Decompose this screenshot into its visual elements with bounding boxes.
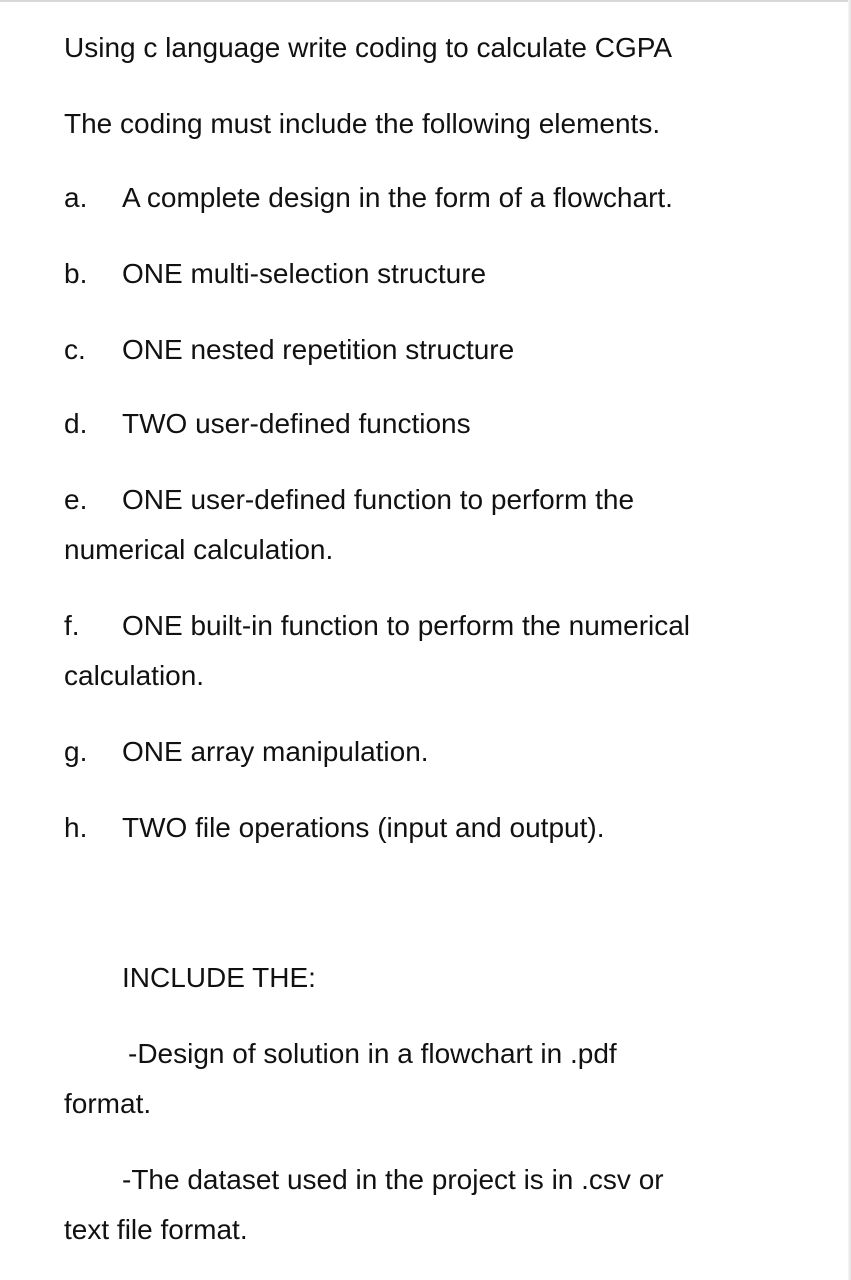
document-title: Using c language write coding to calculate CGPA [64,32,673,63]
item-continuation: calculation. [64,660,205,691]
item-marker: d. [64,408,88,439]
item-marker: f. [64,610,80,641]
include-heading: INCLUDE THE: [122,962,316,993]
item-marker: c. [64,334,86,365]
item-text: A complete design in the form of a flowchart. [122,182,673,213]
page-top-edge [0,0,851,2]
include-entry-text: -The dataset used in the project is in .csv or [122,1164,664,1195]
intro-text: The coding must include the following elements. [64,108,661,139]
item-text: ONE multi-selection structure [122,258,487,289]
item-text: TWO file operations (input and output). [122,812,605,843]
item-marker: h. [64,812,88,843]
item-marker: g. [64,736,88,767]
include-entry-continuation: text file format. [64,1214,248,1245]
item-text: ONE user-defined function to perform the [122,484,635,515]
include-entry-text: -Design of solution in a flowchart in .pdf [128,1038,617,1069]
item-continuation: numerical calculation. [64,534,334,565]
item-text: ONE built-in function to perform the numerical [122,610,691,641]
include-entry-continuation: format. [64,1088,152,1119]
item-text: ONE array manipulation. [122,736,429,767]
item-marker: a. [64,182,88,213]
item-text: TWO user-defined functions [122,408,471,439]
item-text: ONE nested repetition structure [122,334,515,365]
item-marker: e. [64,484,88,515]
item-marker: b. [64,258,88,289]
